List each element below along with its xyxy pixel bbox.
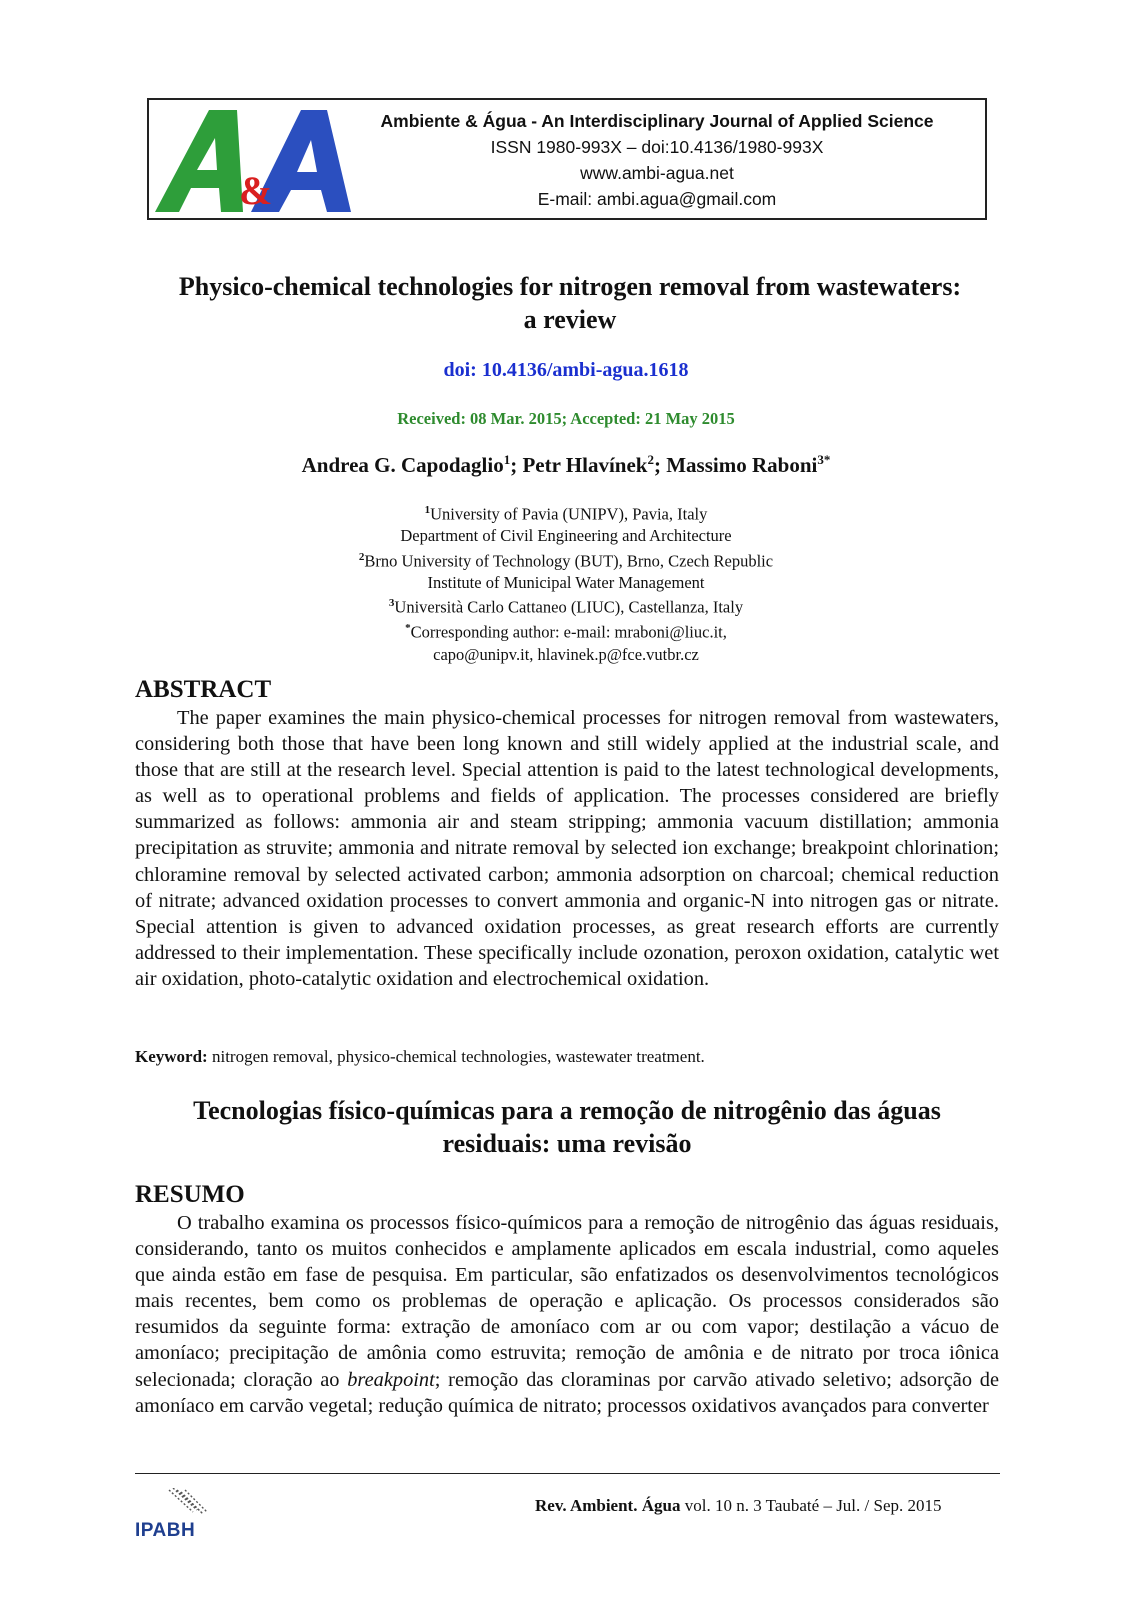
journal-email[interactable]: E-mail: ambi.agua@gmail.com (537, 189, 777, 209)
affil-text: capo@unipv.it, hlavinek.p@fce.vutbr.cz (433, 644, 699, 664)
author-name: Massimo Raboni (666, 453, 818, 477)
affil-text: Corresponding author: e-mail: mraboni@liuc.it, (410, 622, 727, 642)
author-affil-marker: 1 (503, 452, 511, 467)
keywords (135, 1047, 705, 1067)
resumo-text-part1: O trabalho examina os processos físico-químicos para a remoção de nitrogênio das águas residuais, considerando, tanto os muitos conhecidos e amplamente aplicados em escala industrial, como aqueles que ainda estão em fase de pesquisa. Em particular, são enfatizados os desenvolvimentos tecnológicos mais recentes, bem como os problemas de operação e aplicação. Os processos considerados são resumidos da seguinte forma: extração de amoníaco com ar ou com vapor; destilação a vácuo de amoníaco; precipitação de amônia como estruvita; remoção de amônia e de nitrato por troca iônica selecionada; cloração ao (135, 1212, 999, 1391)
article-doi[interactable]: doi: 10.4136/ambi-agua.1618 (443, 359, 689, 381)
affiliation-line (0, 618, 1132, 643)
affiliation-line (0, 572, 1132, 594)
author-affil-marker: 2 (647, 452, 654, 467)
article-title-pt-line1: Tecnologias físico-químicas para a remoção de nitrogênio das águas (193, 1096, 941, 1125)
keyword-label: Keyword: (135, 1047, 208, 1066)
footer-citation (535, 1496, 942, 1516)
article-title-pt-line2: residuais: uma revisão (442, 1129, 692, 1158)
affil-marker: 1 (424, 504, 431, 516)
article-title-line1: Physico-chemical technologies for nitrogen removal from wastewaters: (178, 272, 962, 301)
author-separator: ; (653, 453, 667, 477)
citation-journal: Rev. Ambient. Água (535, 1496, 681, 1515)
publisher-logo-text: IPABH (135, 1520, 196, 1541)
journal-logo (151, 104, 361, 216)
journal-issn: ISSN 1980-993X – doi:10.4136/1980-993X (490, 137, 824, 157)
article-title-line2: a review (523, 305, 617, 334)
author-separator: ; (510, 453, 523, 477)
resumo-italic-term: breakpoint (347, 1368, 435, 1391)
affil-text: University of Pavia (UNIPV), Pavia, Italy (430, 504, 708, 524)
resumo-text-part2: ; remoção das cloraminas por carvão ativado seletivo; adsorção de amoníaco em carvão vegetal; redução química de nitrato; processos oxidativos avançados para converter (135, 1368, 1000, 1417)
affil-marker: 2 (358, 550, 365, 563)
abstract-body: The paper examines the main physico-chemical processes for nitrogen removal from wastewaters, considering both those that have been long known and still widely applied at the industrial scale, and those that are still at the research level. Special attention is paid to the latest technological developments, as well as to operational problems and fields of application. The processes considered are briefly summarized as follows: ammonia air and steam stripping; ammonia vacuum distillation; ammonia precipitation as struvite; ammonia and nitrate removal by selected ion exchange; breakpoint chlorination; chloramine removal by selected activated carbon; ammonia adsorption on charcoal; chemical reduction of nitrate; advanced oxidation processes to convert ammonia and organic-N into nitrogen gas or nitrate. Special attention is given to advanced oxidation processes, as great research efforts are currently addressed to their implementation. These specifically include ozonation, peroxon oxidation, catalytic wet air oxidation, photo-catalytic oxidation and electrochemical oxidation. (135, 707, 999, 990)
affiliation-line (0, 500, 1132, 525)
author-name: Andrea G. Capodaglio (301, 453, 504, 477)
affil-marker: * (405, 622, 411, 635)
journal-header-box (147, 98, 987, 220)
publisher-logo-mark (133, 1488, 223, 1522)
affil-text: Institute of Municipal Water Management (427, 572, 705, 592)
affil-text: Università Carlo Cattaneo (LIUC), Castellanza, Italy (394, 597, 744, 617)
affil-marker: 3 (388, 597, 395, 610)
journal-website[interactable]: www.ambi-agua.net (580, 163, 734, 183)
author-name: Petr Hlavínek (522, 453, 648, 477)
affiliation-line (0, 525, 1132, 547)
svg-text:&: & (239, 168, 273, 213)
footer-divider (135, 1473, 1000, 1474)
affiliation-line (0, 644, 1132, 666)
keyword-values: nitrogen removal, physico-chemical technologies, wastewater treatment. (211, 1047, 705, 1066)
citation-details: vol. 10 n. 3 Taubaté – Jul. / Sep. 2015 (680, 1496, 942, 1515)
received-dates: Received: 08 Mar. 2015; Accepted: 21 May 2015 (397, 409, 735, 428)
affil-text: Brno University of Technology (BUT), Brno, Czech Republic (364, 551, 774, 571)
affiliation-line (0, 547, 1132, 572)
journal-name: Ambiente & Água - An Interdisciplinary Journal of Applied Science (380, 111, 934, 131)
journal-info (339, 108, 975, 212)
resumo-body (135, 1210, 999, 1419)
affiliation-line (0, 593, 1132, 618)
author-list (0, 452, 1132, 478)
resumo-heading: RESUMO (135, 1181, 245, 1208)
abstract-heading: ABSTRACT (135, 676, 272, 703)
article-title (130, 270, 1010, 336)
affiliations (0, 500, 1132, 665)
article-title-pt (135, 1094, 999, 1160)
affil-text: Department of Civil Engineering and Architecture (400, 526, 732, 546)
publisher-logo (133, 1488, 223, 1546)
author-affil-marker: 3* (817, 452, 831, 467)
